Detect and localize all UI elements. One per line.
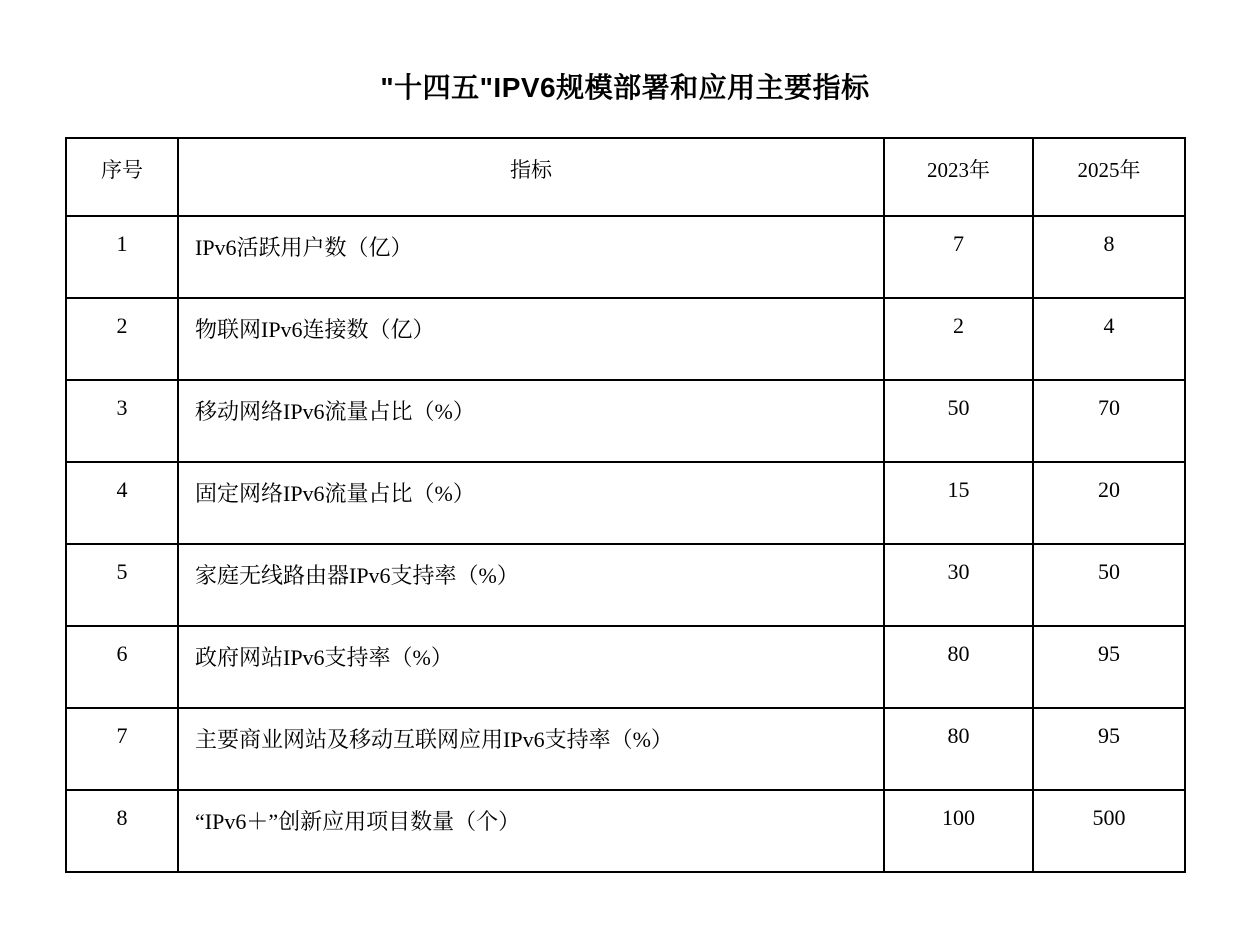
row-index-cell: 3 [66, 380, 178, 462]
row-index-cell: 7 [66, 708, 178, 790]
value-2023-cell: 80 [884, 708, 1033, 790]
indicator-cell: 移动网络IPv6流量占比（%） [178, 380, 884, 462]
value-2023-cell: 30 [884, 544, 1033, 626]
value-2025-cell: 95 [1033, 626, 1185, 708]
table-row [66, 216, 1185, 298]
row-index-cell: 4 [66, 462, 178, 544]
value-2025-cell: 50 [1033, 544, 1185, 626]
indicator-cell: 固定网络IPv6流量占比（%） [178, 462, 884, 544]
row-index-cell: 2 [66, 298, 178, 380]
value-2025-cell: 70 [1033, 380, 1185, 462]
indicator-cell: 家庭无线路由器IPv6支持率（%） [178, 544, 884, 626]
value-2025-cell: 4 [1033, 298, 1185, 380]
row-index-cell: 6 [66, 626, 178, 708]
indicator-cell: 政府网站IPv6支持率（%） [178, 626, 884, 708]
value-2025-cell: 8 [1033, 216, 1185, 298]
table-header-2023: 2023年 [884, 138, 1033, 216]
value-2023-cell: 80 [884, 626, 1033, 708]
table-header-row [66, 138, 1185, 216]
table-header-index: 序号 [66, 138, 178, 216]
value-2023-cell: 2 [884, 298, 1033, 380]
table-row [66, 544, 1185, 626]
value-2023-cell: 7 [884, 216, 1033, 298]
indicator-cell: 主要商业网站及移动互联网应用IPv6支持率（%） [178, 708, 884, 790]
table-row [66, 708, 1185, 790]
value-2023-cell: 15 [884, 462, 1033, 544]
table-row [66, 380, 1185, 462]
indicator-cell: “IPv6＋”创新应用项目数量（个） [178, 790, 884, 872]
row-index-cell: 1 [66, 216, 178, 298]
value-2023-cell: 50 [884, 380, 1033, 462]
row-index-cell: 5 [66, 544, 178, 626]
table-body [66, 216, 1185, 872]
indicators-table-wrapper [65, 137, 1186, 873]
indicator-cell: IPv6活跃用户数（亿） [178, 216, 884, 298]
indicator-cell: 物联网IPv6连接数（亿） [178, 298, 884, 380]
row-index-cell: 8 [66, 790, 178, 872]
table-header-indicator: 指标 [178, 138, 884, 216]
table-row [66, 462, 1185, 544]
value-2025-cell: 95 [1033, 708, 1185, 790]
value-2023-cell: 100 [884, 790, 1033, 872]
table-row [66, 790, 1185, 872]
value-2025-cell: 500 [1033, 790, 1185, 872]
value-2025-cell: 20 [1033, 462, 1185, 544]
table-row [66, 298, 1185, 380]
indicators-table [65, 137, 1186, 873]
page-title: "十四五"IPV6规模部署和应用主要指标 [380, 72, 870, 103]
table-header-2025: 2025年 [1033, 138, 1185, 216]
table-row [66, 626, 1185, 708]
